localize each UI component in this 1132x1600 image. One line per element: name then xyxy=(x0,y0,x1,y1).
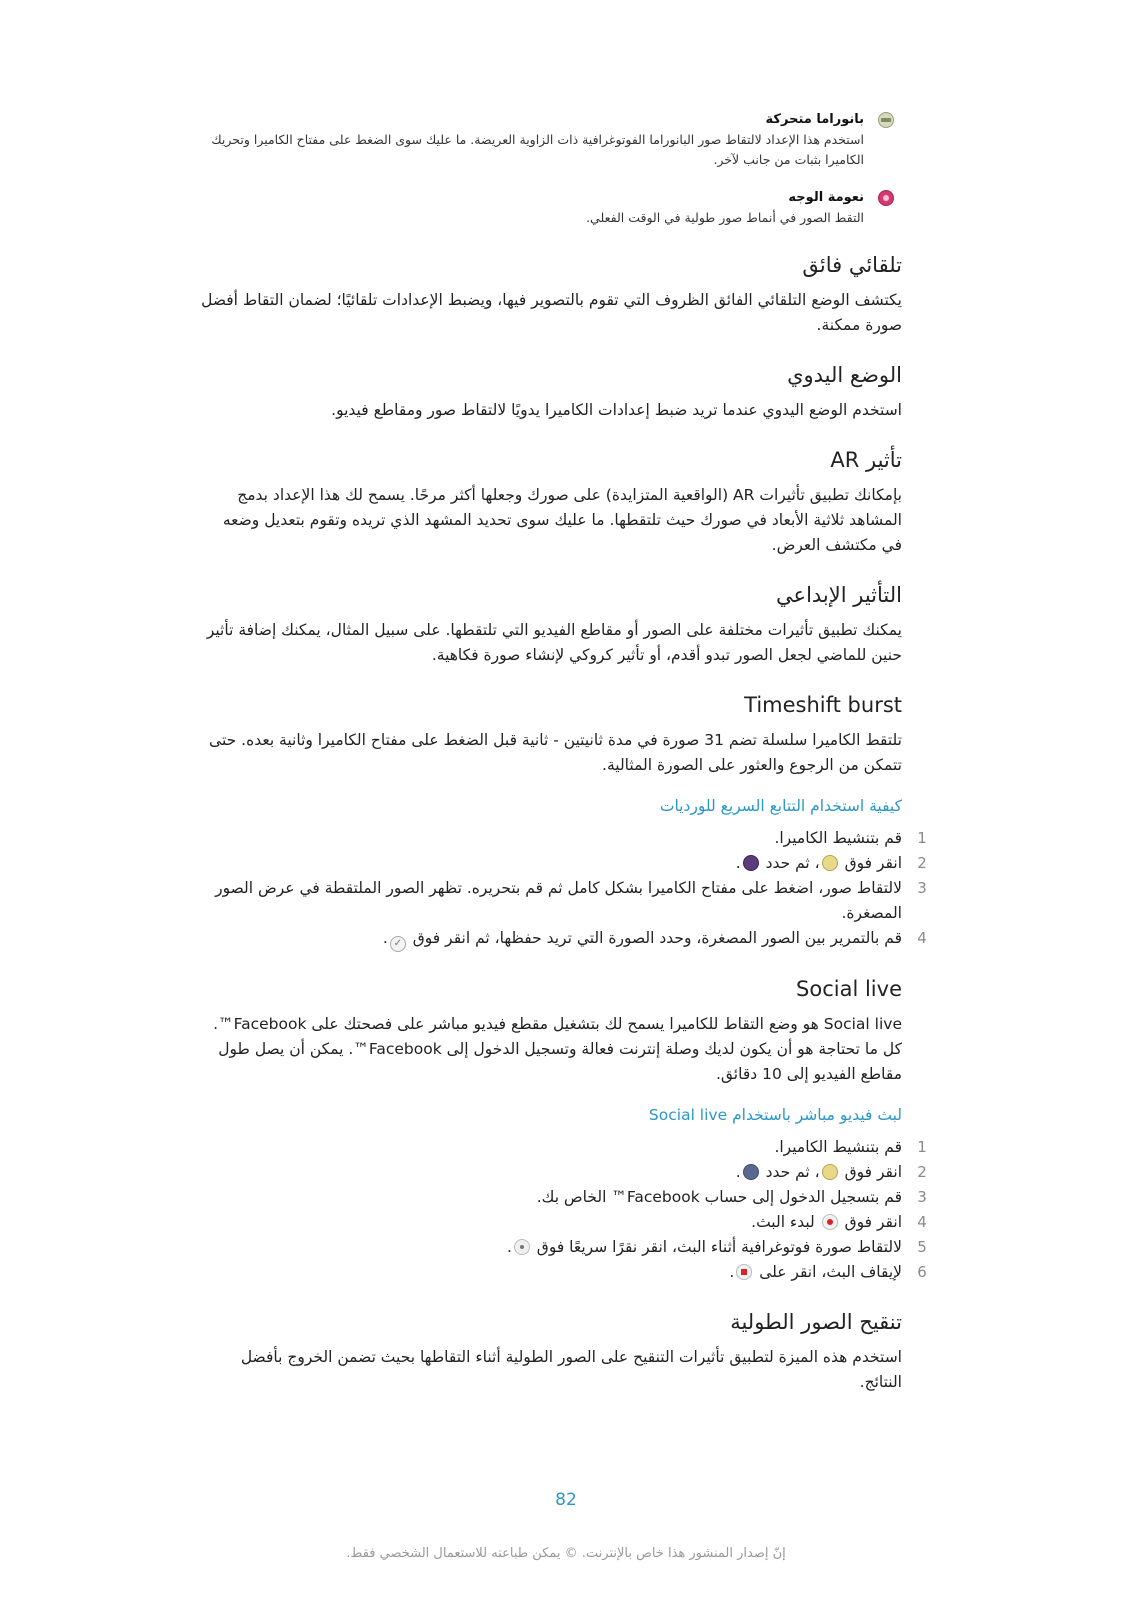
list-item xyxy=(200,826,927,851)
step-text: . xyxy=(735,1163,741,1181)
step-number: 1 xyxy=(917,1138,927,1156)
section-body-superior-auto: يكتشف الوضع التلقائي الفائق الظروف التي تقوم بالتصوير فيها، ويضبط الإعدادات تلقائيًا؛ لضمان التقاط أفضل صورة ممكنة. xyxy=(201,291,902,334)
timeshift-steps xyxy=(200,826,927,952)
step-text: قم بتسجيل الدخول إلى حساب Facebook™ الخاص بك. xyxy=(536,1188,902,1206)
step-number: 5 xyxy=(917,1238,927,1256)
section-body-creative-effect: يمكنك تطبيق تأثيرات مختلفة على الصور أو مقاطع الفيديو التي تلتقطها. على سبيل المثال، يمكنك إضافة تأثير حنين للماضي لجعل الصور تبدو أقدم، أو تأثير كروكي لإنشاء صورة فكاهية. xyxy=(206,621,902,664)
list-item xyxy=(200,1160,927,1185)
list-item xyxy=(200,876,927,926)
section-title-ar-effect: تأثير AR xyxy=(830,448,902,472)
record-icon xyxy=(822,1214,838,1230)
mode-title: بانوراما متحركة xyxy=(765,112,864,127)
social-live-icon xyxy=(743,1164,759,1180)
step-number: 3 xyxy=(917,879,927,897)
subheading-social-live-howto: لبث فيديو مباشر باستخدام Social live xyxy=(648,1106,902,1124)
step-text: قم بالتمرير بين الصور المصغرة، وحدد الصورة التي تريد حفظها، ثم انقر فوق xyxy=(407,929,902,947)
list-item xyxy=(200,1235,927,1260)
step-text: قم بتنشيط الكاميرا. xyxy=(774,1138,902,1156)
timeshift-burst-icon xyxy=(743,855,759,871)
social-live-steps xyxy=(200,1135,927,1285)
section-body-manual: استخدم الوضع اليدوي عندما تريد ضبط إعدادات الكاميرا يدويًا لالتقاط صور ومقاطع فيديو. xyxy=(331,401,902,419)
mode-title: نعومة الوجه xyxy=(788,190,864,205)
step-text: . xyxy=(382,929,388,947)
step-text: . xyxy=(735,854,741,872)
list-item xyxy=(200,1260,927,1285)
section-title-superior-auto: تلقائي فائق xyxy=(802,253,902,277)
step-number: 4 xyxy=(917,1213,927,1231)
face-icon xyxy=(878,190,894,206)
list-item xyxy=(200,851,927,876)
step-text: قم بتنشيط الكاميرا. xyxy=(774,829,902,847)
camera-mode-icon xyxy=(822,855,838,871)
step-text: لبدء البث. xyxy=(751,1213,820,1231)
shutter-icon xyxy=(514,1239,530,1255)
list-item xyxy=(200,1135,927,1160)
step-text: . xyxy=(729,1263,735,1281)
section-body-social-live: Social live هو وضع التقاط للكاميرا يسمح لك بتشغيل مقطع فيديو مباشر على فصحتك على Facebook™. كل ما تحتاجة هو أن يكون لديك وصلة إنترنت فعالة وتسجيل الدخول إلى Facebook™. يمكن أن يصل طول مقاطع الفيديو إلى 10 دقائق. xyxy=(213,1015,902,1083)
section-title-portrait-retouch: تنقيح الصور الطولية xyxy=(730,1310,902,1334)
mode-face-smoothing xyxy=(200,188,902,228)
step-text: ، ثم حدد xyxy=(760,854,820,872)
page-number: 82 xyxy=(555,1490,577,1510)
section-body-portrait-retouch: استخدم هذه الميزة لتطبيق تأثيرات التنقيح على الصور الطولية أثناء التقاطها بحيث تضمن الخروج بأفضل النتائج. xyxy=(240,1348,902,1391)
section-title-social-live: Social live xyxy=(796,977,902,1001)
step-text: انقر فوق xyxy=(839,1213,902,1231)
step-text: لالتقاط صور، اضغط على مفتاح الكاميرا بشكل كامل ثم قم بتحريره. تظهر الصور الملتقطة في عرض الصور المصغرة. xyxy=(215,879,902,922)
section-title-timeshift-burst: Timeshift burst xyxy=(744,693,902,717)
mode-description: التقط الصور في أنماط صور طولية في الوقت الفعلي. xyxy=(586,210,864,225)
step-text: ، ثم حدد xyxy=(760,1163,820,1181)
footer-note: إنّ إصدار المنشور هذا خاص بالإنترنت. © يمكن طباعته للاستعمال الشخصي فقط. xyxy=(346,1546,786,1561)
step-number: 2 xyxy=(917,854,927,872)
section-body-ar-effect: بإمكانك تطبيق تأثيرات AR (الواقعية المتزايدة) على صورك وجعلها أكثر مرحًا. يسمح لك هذا الإعداد بدمج المشاهد ثلاثية الأبعاد في صورك حيث تلتقطها. ما عليك سوى تحديد المشهد الذي تريده وتقوم بتعديل وضعه في مكتشف العرض. xyxy=(222,486,902,554)
mode-panorama xyxy=(200,110,902,170)
step-number: 6 xyxy=(917,1263,927,1281)
step-text: انقر فوق xyxy=(839,1163,902,1181)
step-text: انقر فوق xyxy=(839,854,902,872)
step-number: 1 xyxy=(917,829,927,847)
section-title-manual: الوضع اليدوي xyxy=(787,363,902,387)
step-number: 3 xyxy=(917,1188,927,1206)
list-item xyxy=(200,1185,927,1210)
panorama-icon xyxy=(878,112,894,128)
step-text: لالتقاط صورة فوتوغرافية أثناء البث، انقر نقرًا سريعًا فوق xyxy=(531,1238,902,1256)
step-number: 2 xyxy=(917,1163,927,1181)
step-text: لإيقاف البث، انقر على xyxy=(754,1263,902,1281)
step-number: 4 xyxy=(917,929,927,947)
mode-description: استخدم هذا الإعداد لالتقاط صور البانوراما الفوتوغرافية ذات الزاوية العريضة. ما عليك سوى الضغط على مفتاح الكاميرا وتحريك الكاميرا بثبات من جانب لآخر. xyxy=(211,132,864,167)
step-text: . xyxy=(506,1238,512,1256)
list-item xyxy=(200,926,927,952)
section-body-timeshift-burst: تلتقط الكاميرا سلسلة تضم 31 صورة في مدة ثانيتين - ثانية قبل الضغط على مفتاح الكاميرا وثانية بعده. حتى تتمكن من الرجوع والعثور على الصورة المثالية. xyxy=(209,731,902,774)
stop-icon xyxy=(736,1264,752,1280)
check-icon: ✓ xyxy=(390,936,406,952)
camera-mode-icon xyxy=(822,1164,838,1180)
subheading-timeshift-howto: كيفية استخدام التتابع السريع للورديات xyxy=(659,797,902,815)
list-item xyxy=(200,1210,927,1235)
section-title-creative-effect: التأثير الإبداعي xyxy=(776,583,902,607)
page-content xyxy=(200,110,927,1395)
